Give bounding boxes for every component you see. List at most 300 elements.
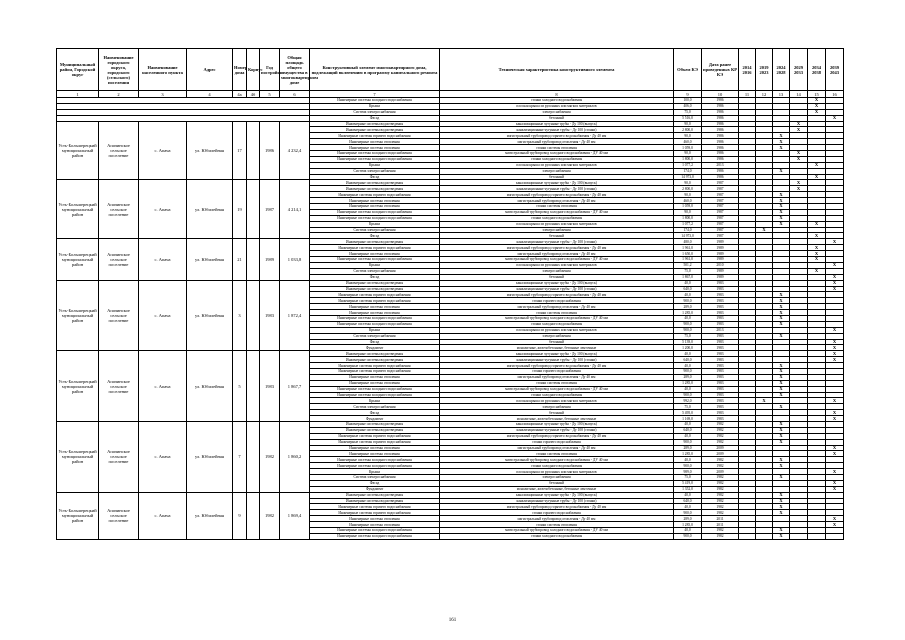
date-cell: 1983	[702, 304, 739, 310]
period-mark-cell: X	[826, 469, 844, 475]
element-cell: Инженерные системы горячего водоснабжения	[310, 133, 440, 139]
element-cell: Инженерные системы холодного водоснабжения	[310, 457, 440, 463]
tech-cell: канализационные чугунные трубы - Ду 100 (выпуск)	[440, 351, 674, 357]
period-mark-cell	[756, 533, 773, 539]
area-cell: 1 869,4	[280, 492, 310, 539]
period-mark-cell: X	[808, 251, 826, 257]
date-cell: 1989	[702, 251, 739, 257]
volume-cell: 640,0	[674, 357, 702, 363]
period-mark-cell: X	[773, 292, 790, 298]
date-cell: 2010	[702, 262, 739, 268]
element-cell: Инженерные системы водоотведения	[310, 127, 440, 133]
table-body	[57, 98, 844, 540]
element-cell: Инженерные системы горячего водоснабжения	[310, 504, 440, 510]
tech-cell: канализационные чугунные трубы - Ду 100 (стояки)	[440, 427, 674, 433]
element-cell: Инженерные системы горячего водоснабжения	[310, 433, 440, 439]
tech-cell: электроснабжения	[440, 227, 674, 233]
element-cell: Инженерные системы отопления	[310, 380, 440, 386]
settlement-cell: Апачинское сельское поселение	[99, 280, 139, 351]
volume-cell: 501,2	[674, 262, 702, 268]
period-mark-cell: X	[773, 215, 790, 221]
tech-cell: электроснабжения	[440, 168, 674, 174]
period-mark-cell: X	[773, 433, 790, 439]
column-header: Конструктивный элемент многоквартирного дома, подлежащий включению в программу капитального ремонта	[310, 49, 440, 91]
period-mark-cell: X	[808, 257, 826, 263]
tech-cell: магистральный трубопровод отопления - Ду 40 мм	[440, 198, 674, 204]
tech-cell: плоская крыша из рулонных или мягких материалов	[440, 398, 674, 404]
column-number: 9	[674, 91, 702, 98]
tech-cell: канализационные чугунные трубы - Ду 100 (выпуск)	[440, 421, 674, 427]
tech-cell: канализационные чугунные трубы - Ду 100 (выпуск)	[440, 280, 674, 286]
date-cell: 1986	[702, 127, 739, 133]
volume-cell: 289,0	[674, 304, 702, 310]
column-number: 1	[57, 91, 99, 98]
page-number: 161	[448, 618, 457, 623]
element-cell: Инженерные системы водоотведения	[310, 280, 440, 286]
date-cell: 1983	[702, 298, 739, 304]
element-cell: Фасад	[310, 115, 440, 121]
tech-cell: магистральный трубопровод горячего водоснабжения - Ду 40 мм	[440, 292, 674, 298]
tech-cell: бетонный	[440, 410, 674, 416]
street-cell: ул. Юбилейная	[187, 351, 233, 422]
tech-cell: магистральный трубопровод холодного водоснабжения - ДУ 40 мм	[440, 315, 674, 321]
volume-cell: 289,0	[674, 516, 702, 522]
tech-cell: стояки холодного водоснабжения	[440, 156, 674, 162]
volume-cell: 640,0	[674, 498, 702, 504]
period-mark-cell: X	[790, 180, 808, 186]
period-mark-cell	[808, 533, 826, 539]
volume-cell: 90,0	[674, 133, 702, 139]
tech-cell: магистральный трубопровод горячего водоснабжения - Ду 40 мм	[440, 504, 674, 510]
date-cell: 1987	[702, 180, 739, 186]
date-cell: 1986	[702, 115, 739, 121]
period-mark-cell: X	[773, 168, 790, 174]
settlement-cell: Апачинское сельское поселение	[99, 121, 139, 180]
element-cell: Инженерные системы водоотведения	[310, 286, 440, 292]
build-year-cell: 1983	[260, 351, 280, 422]
element-cell: Инженерные системы отопления	[310, 522, 440, 528]
period-mark-cell: X	[773, 386, 790, 392]
element-cell: Система электроснабжения	[310, 404, 440, 410]
volume-cell: 5 516,0	[674, 115, 702, 121]
column-header: Муниципальный район, Городской округ	[57, 49, 99, 91]
date-cell: 1983	[702, 386, 739, 392]
date-cell: 1983	[702, 380, 739, 386]
period-mark-cell: X	[773, 475, 790, 481]
volume-cell: 75,0	[674, 404, 702, 410]
settlement-cell: Апачинское сельское поселение	[99, 351, 139, 422]
column-header: 2024 2028	[773, 49, 790, 91]
date-cell: 1987	[702, 209, 739, 215]
element-cell: Инженерные системы отопления	[310, 304, 440, 310]
tech-cell: электроснабжения	[440, 475, 674, 481]
document-page	[56, 48, 843, 614]
volume-cell: 40,0	[674, 421, 702, 427]
column-number: 14	[790, 91, 808, 98]
tech-cell: стояки горячего водоснабжения	[440, 439, 674, 445]
element-cell: Инженерные системы холодного водоснабжения	[310, 528, 440, 534]
element-cell: Фасад	[310, 339, 440, 345]
date-cell: 1983	[702, 368, 739, 374]
volume-cell: 40,0	[674, 457, 702, 463]
period-mark-cell: X	[826, 480, 844, 486]
element-cell: Инженерные системы холодного водоснабжения	[310, 315, 440, 321]
date-cell: 1982	[702, 427, 739, 433]
tech-cell: магистральный трубопровод холодного водоснабжения - ДУ 40 мм	[440, 457, 674, 463]
volume-cell: 2 800,0	[674, 127, 702, 133]
column-header: Год постройки	[260, 49, 280, 91]
volume-cell: 75,0	[674, 333, 702, 339]
date-cell: 1982	[702, 463, 739, 469]
locality-cell: с. Апача	[139, 121, 187, 180]
tech-cell: магистральный трубопровод холодного водоснабжения - ДУ 40 мм	[440, 151, 674, 157]
tech-cell: канализационные чугунные трубы - Ду 100 (выпуск)	[440, 121, 674, 127]
tech-cell: электроснабжения	[440, 109, 674, 115]
tech-cell: канализационные чугунные трубы - Ду 100 (стояки)	[440, 186, 674, 192]
date-cell: 1989	[702, 239, 739, 245]
volume-cell: 1 800,0	[674, 156, 702, 162]
volume-cell: 460,0	[674, 198, 702, 204]
date-cell: 1986	[702, 139, 739, 145]
district-cell: Усть-Большерецкий муниципальный район	[57, 280, 99, 351]
house-number-cell: 19	[233, 180, 247, 239]
date-cell: 2009	[702, 469, 739, 475]
street-cell: ул. Юбилейная	[187, 421, 233, 492]
period-mark-cell: X	[808, 268, 826, 274]
locality-cell: с. Апача	[139, 180, 187, 239]
volume-cell: 5 419,0	[674, 480, 702, 486]
tech-cell: стояки холодного водоснабжения	[440, 463, 674, 469]
tech-cell: магистральный трубопровод отопления - Ду 40 мм	[440, 304, 674, 310]
element-cell: Инженерные системы холодного водоснабжения	[310, 156, 440, 162]
date-cell: 1982	[702, 504, 739, 510]
date-cell: 1982	[702, 510, 739, 516]
element-cell: Инженерные системы холодного водоснабжения	[310, 386, 440, 392]
element-cell: Инженерные системы холодного водоснабжения	[310, 215, 440, 221]
house-number-cell: 7	[233, 421, 247, 492]
element-cell: Крыша	[310, 221, 440, 227]
period-mark-cell: X	[773, 439, 790, 445]
street-cell: ул. Юбилейная	[187, 492, 233, 539]
volume-cell: 174,0	[674, 168, 702, 174]
element-cell: Инженерные системы горячего водоснабжения	[310, 363, 440, 369]
volume-cell: 75,0	[674, 268, 702, 274]
date-cell: 1987	[702, 215, 739, 221]
period-mark-cell: X	[826, 262, 844, 268]
element-cell: Инженерные системы отопления	[310, 310, 440, 316]
period-mark-cell: X	[808, 233, 826, 239]
volume-cell: 989,0	[674, 469, 702, 475]
column-header: Дата ранее проведенных КР КЭ	[702, 49, 739, 91]
element-cell: Система электроснабжения	[310, 109, 440, 115]
volume-cell: 1 285,0	[674, 380, 702, 386]
volume-cell: 900,0	[674, 327, 702, 333]
period-mark-cell: X	[773, 528, 790, 534]
date-cell: 1983	[702, 310, 739, 316]
tech-cell: плоская крыша из рулонных или мягких материалов	[440, 469, 674, 475]
date-cell: 1982	[702, 457, 739, 463]
volume-cell: 900,0	[674, 298, 702, 304]
tech-cell: монолитные, железобетонные, бетонные ленточные	[440, 486, 674, 492]
date-cell: 1989	[702, 245, 739, 251]
element-cell: Инженерные системы отопления	[310, 445, 440, 451]
tech-cell: стояки системы отопления	[440, 204, 674, 210]
settlement-cell: Апачинское сельское поселение	[99, 180, 139, 239]
volume-cell: 480,0	[674, 239, 702, 245]
date-cell: 2009	[702, 445, 739, 451]
element-cell: Инженерные системы водоотведения	[310, 357, 440, 363]
period-mark-cell	[790, 533, 808, 539]
tech-cell: магистральный трубопровод отопления - Ду 40 мм	[440, 445, 674, 451]
period-mark-cell: X	[773, 298, 790, 304]
period-mark-cell: X	[826, 416, 844, 422]
volume-cell: 1 650,0	[674, 251, 702, 257]
period-mark-cell: X	[826, 445, 844, 451]
element-cell: Система электроснабжения	[310, 227, 440, 233]
element-cell: Инженерные системы отопления	[310, 204, 440, 210]
period-mark-cell	[739, 533, 756, 539]
period-mark-cell: X	[773, 333, 790, 339]
element-cell: Фасад	[310, 274, 440, 280]
period-mark-cell: X	[808, 221, 826, 227]
date-cell: 1983	[702, 416, 739, 422]
period-mark-cell: X	[773, 139, 790, 145]
volume-cell: 1 059,0	[674, 204, 702, 210]
period-mark-cell: X	[790, 156, 808, 162]
volume-cell: 1 961,0	[674, 257, 702, 263]
period-mark-cell: X	[756, 227, 773, 233]
element-cell: Крыша	[310, 398, 440, 404]
date-cell: 1983	[702, 333, 739, 339]
period-mark-cell: X	[773, 198, 790, 204]
period-mark-cell: X	[826, 345, 844, 351]
column-number: 4	[187, 91, 233, 98]
tech-cell: плоская крыша из рулонных или мягких материалов	[440, 327, 674, 333]
tech-cell: магистральный трубопровод отопления - Ду 40 мм	[440, 374, 674, 380]
locality-cell: с. Апача	[139, 239, 187, 280]
date-cell: 1987	[702, 198, 739, 204]
date-cell: 1983	[702, 345, 739, 351]
period-mark-cell: X	[826, 351, 844, 357]
period-mark-cell: X	[826, 280, 844, 286]
tech-cell: бетонный	[440, 274, 674, 280]
period-mark-cell: X	[773, 315, 790, 321]
date-cell: 1987	[702, 227, 739, 233]
period-mark-cell: X	[826, 327, 844, 333]
period-mark-cell: X	[773, 380, 790, 386]
tech-cell: магистральный трубопровод горячего водоснабжения - Ду 40 мм	[440, 133, 674, 139]
element-cell: Система электроснабжения	[310, 333, 440, 339]
column-number: 12	[756, 91, 773, 98]
area-cell: 1 033,8	[280, 239, 310, 280]
volume-cell: 900,0	[674, 463, 702, 469]
element-cell: Инженерные системы отопления	[310, 516, 440, 522]
volume-cell: 75,0	[674, 475, 702, 481]
element-cell: Система электроснабжения	[310, 168, 440, 174]
tech-cell: стояки системы отопления	[440, 380, 674, 386]
street-cell: ул. Юбилейная	[187, 180, 233, 239]
build-year-cell: 1982	[260, 492, 280, 539]
volume-cell: 2 800,0	[674, 186, 702, 192]
street-cell: ул. Юбилейная	[187, 239, 233, 280]
volume-cell: 1 169,0	[674, 416, 702, 422]
volume-cell: 90,0	[674, 209, 702, 215]
element-cell: Инженерные системы горячего водоснабжения	[310, 245, 440, 251]
date-cell: 1986	[702, 109, 739, 115]
tech-cell: магистральный трубопровод горячего водоснабжения - Ду 40 мм	[440, 245, 674, 251]
element-cell: Фундамент	[310, 416, 440, 422]
period-mark-cell: X	[773, 392, 790, 398]
volume-cell: 640,0	[674, 427, 702, 433]
period-mark-cell: X	[773, 145, 790, 151]
volume-cell: 900,0	[674, 533, 702, 539]
tech-cell: стояки системы отопления	[440, 145, 674, 151]
date-cell: 2009	[702, 451, 739, 457]
period-mark-cell: X	[773, 368, 790, 374]
date-cell: 1986	[702, 103, 739, 109]
house-number-cell: 9	[233, 492, 247, 539]
date-cell: 1982	[702, 439, 739, 445]
element-cell: Фасад	[310, 480, 440, 486]
volume-cell: 1 077,2	[674, 162, 702, 168]
house-number-cell: 3	[233, 280, 247, 351]
tech-cell: электроснабжения	[440, 404, 674, 410]
tech-cell: магистральный трубопровод горячего водоснабжения - Ду 40 мм	[440, 433, 674, 439]
element-cell: Крыша	[310, 469, 440, 475]
column-header: Корпус	[247, 49, 260, 91]
date-cell: 1986	[702, 98, 739, 104]
volume-cell: 5 139,0	[674, 339, 702, 345]
date-cell: 1982	[702, 475, 739, 481]
date-cell: 1982	[702, 486, 739, 492]
date-cell: 2013	[702, 327, 739, 333]
district-cell: Усть-Большерецкий муниципальный район	[57, 492, 99, 539]
street-cell: ул. Юбилейная	[187, 121, 233, 180]
volume-cell: 40,0	[674, 315, 702, 321]
column-header: 2039 2043	[826, 49, 844, 91]
element-cell: Инженерные системы холодного водоснабжения	[310, 463, 440, 469]
volume-cell: 1 961,0	[674, 245, 702, 251]
element-cell: Инженерные системы водоотведения	[310, 239, 440, 245]
element-cell: Инженерные системы водоотведения	[310, 180, 440, 186]
settlement-cell: Апачинское сельское поселение	[99, 239, 139, 280]
period-mark-cell: X	[773, 304, 790, 310]
house-number-cell: 5	[233, 351, 247, 422]
tech-cell: магистральный трубопровод отопления - Ду 40 мм	[440, 516, 674, 522]
tech-cell: магистральный трубопровод холодного водоснабжения - ДУ 40 мм	[440, 257, 674, 263]
volume-cell: 1 285,0	[674, 451, 702, 457]
element-cell: Инженерные системы отопления	[310, 451, 440, 457]
tech-cell: магистральный трубопровод горячего водоснабжения - Ду 40 мм	[440, 363, 674, 369]
district-cell: Усть-Большерецкий муниципальный район	[57, 421, 99, 492]
period-mark-cell: X	[773, 510, 790, 516]
volume-cell: 40,0	[674, 433, 702, 439]
element-cell: Инженерные системы холодного водоснабжения	[310, 533, 440, 539]
date-cell: 1982	[702, 421, 739, 427]
date-cell: 1987	[702, 221, 739, 227]
building-cell	[247, 421, 260, 492]
period-mark-cell: X	[790, 151, 808, 157]
date-cell: 1983	[702, 292, 739, 298]
element-cell: Инженерные системы холодного водоснабжения	[310, 392, 440, 398]
tech-cell: магистральный трубопровод холодного водоснабжения - ДУ 40 мм	[440, 386, 674, 392]
column-header: Техническая характеристика конструктивного элемента	[440, 49, 674, 91]
area-cell: 4 232,4	[280, 121, 310, 180]
locality-cell: с. Апача	[139, 492, 187, 539]
volume-cell: 1 200,0	[674, 345, 702, 351]
date-cell: 1982	[702, 492, 739, 498]
header-number-row	[57, 91, 844, 98]
period-mark-cell: X	[808, 109, 826, 115]
date-cell: 1983	[702, 398, 739, 404]
tech-cell: плоская крыша из рулонных или мягких материалов	[440, 103, 674, 109]
period-mark-cell: X	[826, 357, 844, 363]
date-cell: 1989	[702, 274, 739, 280]
building-cell	[247, 239, 260, 280]
volume-cell: 40,0	[674, 492, 702, 498]
volume-cell: 14 973,0	[674, 174, 702, 180]
date-cell: 1987	[702, 186, 739, 192]
build-year-cell: 1987	[260, 180, 280, 239]
date-cell: 1983	[702, 351, 739, 357]
area-cell: 1 867,7	[280, 351, 310, 422]
period-mark-cell: X	[826, 451, 844, 457]
period-mark-cell: X	[773, 310, 790, 316]
tech-cell: бетонный	[440, 174, 674, 180]
area-cell: 1 872,4	[280, 280, 310, 351]
district-cell: Усть-Большерецкий муниципальный район	[57, 351, 99, 422]
column-number: 3	[139, 91, 187, 98]
volume-cell: 1 077,2	[674, 221, 702, 227]
tech-cell: магистральный трубопровод холодного водоснабжения - ДУ 40 мм	[440, 528, 674, 534]
element-cell: Крыша	[310, 262, 440, 268]
tech-cell: канализационные чугунные трубы - Ду 100 (стояки)	[440, 239, 674, 245]
period-mark-cell: X	[773, 533, 790, 539]
column-number: 10	[702, 91, 739, 98]
building-cell	[247, 492, 260, 539]
element-cell: Инженерные системы отопления	[310, 198, 440, 204]
date-cell: 1983	[702, 374, 739, 380]
column-header: Адрес	[187, 49, 233, 91]
element-cell: Фасад	[310, 233, 440, 239]
tech-cell: канализационные чугунные трубы - Ду 100 (выпуск)	[440, 492, 674, 498]
element-cell: Инженерные системы холодного водоснабжения	[310, 151, 440, 157]
date-cell: 1983	[702, 357, 739, 363]
date-cell: 1983	[702, 315, 739, 321]
period-mark-cell: X	[773, 374, 790, 380]
building-cell	[247, 180, 260, 239]
period-mark-cell: X	[826, 410, 844, 416]
volume-cell: 90,0	[674, 192, 702, 198]
volume-cell: 1 867,0	[674, 274, 702, 280]
tech-cell: стояки горячего водоснабжения	[440, 510, 674, 516]
element-cell: Фундамент	[310, 486, 440, 492]
period-mark-cell: X	[756, 398, 773, 404]
tech-cell: стояки системы отопления	[440, 451, 674, 457]
tech-cell: стояки системы отопления	[440, 522, 674, 528]
build-year-cell: 1986	[260, 121, 280, 180]
volume-cell: 289,0	[674, 445, 702, 451]
period-mark-cell: X	[826, 274, 844, 280]
column-header: Наименование городского округа, городского (сельского) поселения	[99, 49, 139, 91]
period-mark-cell: X	[773, 204, 790, 210]
volume-cell: 900,0	[674, 439, 702, 445]
period-mark-cell: X	[773, 209, 790, 215]
volume-cell: 289,0	[674, 374, 702, 380]
date-cell: 2013	[702, 162, 739, 168]
period-mark-cell: X	[808, 174, 826, 180]
element-cell: Инженерные системы холодного водоснабжения	[310, 321, 440, 327]
